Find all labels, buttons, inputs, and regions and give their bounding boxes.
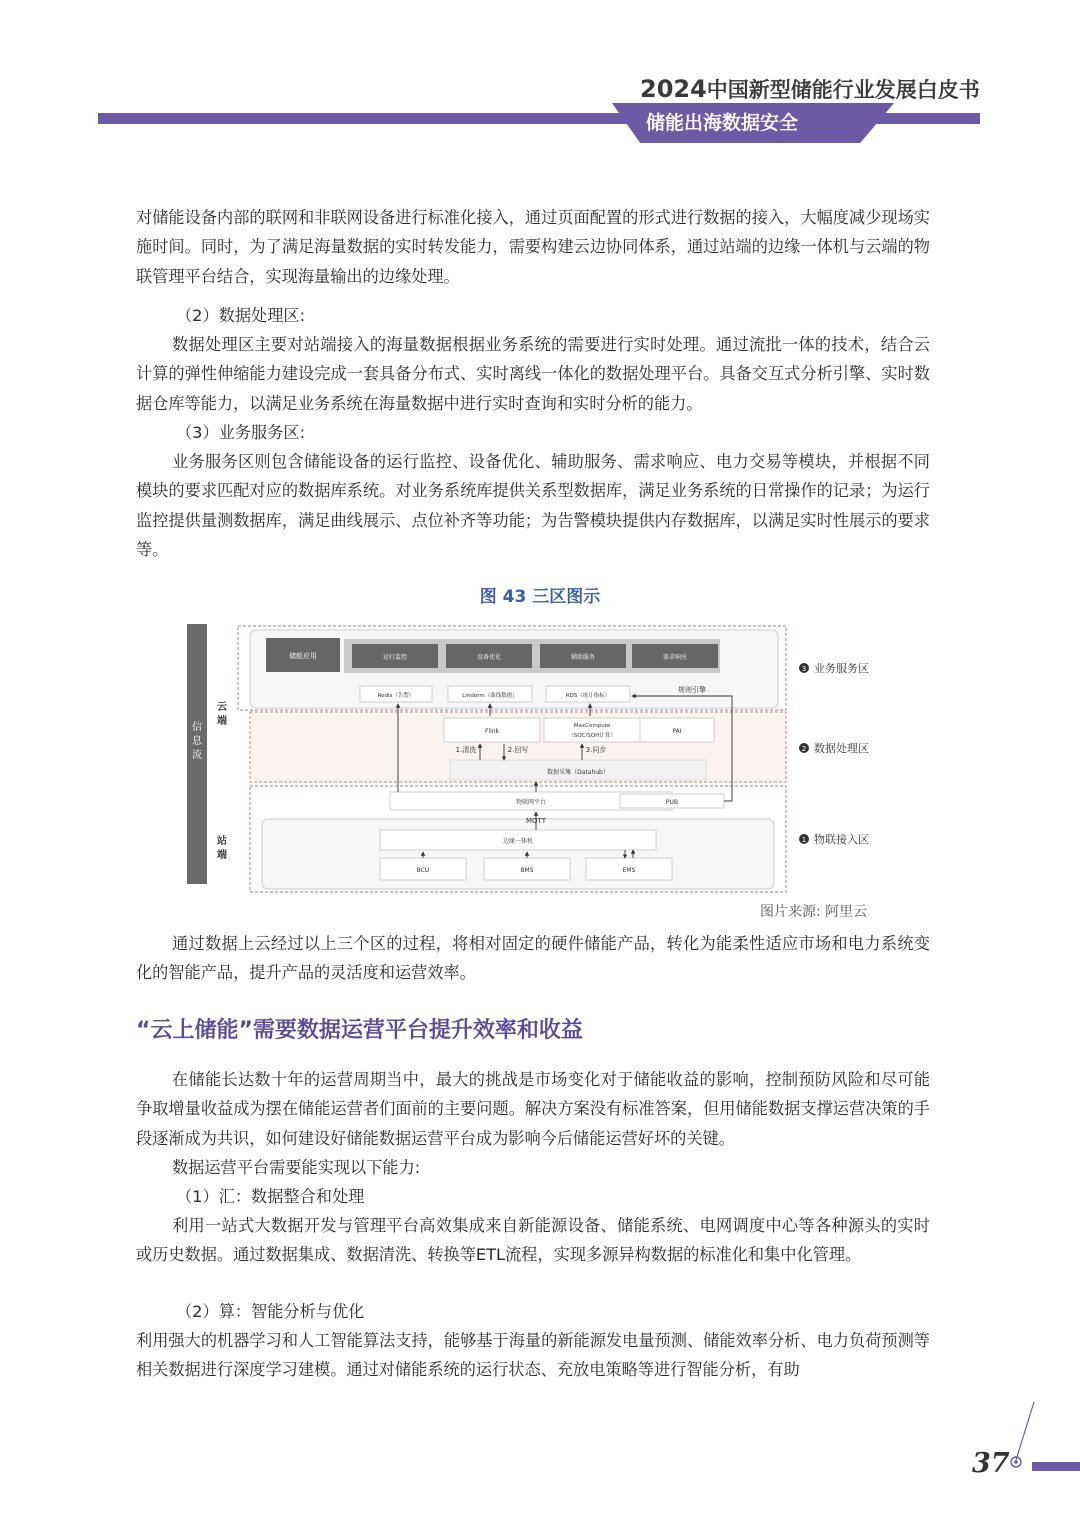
step-sync: 3.同步 (585, 746, 607, 754)
device-bms-label: BMS (520, 867, 534, 874)
iot-platform-label: 物联网平台 (515, 799, 547, 806)
chapter-subtitle: 储能出海数据安全 (646, 112, 799, 134)
paragraph-3: 业务服务区则包含储能设备的运行监控、设备优化、辅助服务、需求响应、电力交易等模块，并根据不同模块的要求匹配对应的数据库系统。对业务系统库提供关系型数据库，满足业务系统的日常操作的记录；为运行监控提供量测数据库，满足曲线展示、点位补齐等功能；为告警模块提供内存数据库，以满足实时性展示的要求等。 (136, 452, 930, 560)
cloud-label: 云端 (217, 702, 227, 727)
title-year: 2024 (640, 75, 707, 103)
page-number: 37 (972, 1448, 1010, 1479)
station-label: 站端 (217, 836, 227, 861)
pai-label: PAI (672, 728, 682, 735)
zone3-label: 业务服务区 (814, 662, 869, 675)
paragraph-4: 在储能长达数十年的运营周期当中，最大的挑战是市场变化对于储能收益的影响，控制预防风险和尽可能争取增量收益成为摆在储能运营者们面前的主要问题。解决方案没有标准答案，但用储能数据支撑运营决策的手段逐渐成为共识，如何建设好储能数据运营平台成为影响今后储能运营好坏的关键。 (136, 1070, 930, 1148)
maxcompute-label: MaxCompute (573, 723, 611, 729)
module-monitor-label: 运行监控 (382, 654, 408, 661)
heading-aggregate: （1）汇：数据整合和处理 (176, 1187, 365, 1206)
rule-engine-label: 规则引擎 (678, 686, 706, 694)
device-ems-label: EMS (622, 867, 636, 874)
module-ancillary-label: 辅助服务 (570, 654, 596, 661)
figure-source: 图片来源: 阿里云 (760, 904, 868, 920)
zone2-num: 2 (801, 745, 807, 753)
step-writeback: 2.回写 (507, 746, 529, 754)
zone3-num: 3 (801, 665, 807, 673)
heading-compute: （2）算：智能分析与优化 (176, 1302, 365, 1321)
datahub-label: 数据采集（Datahub） (547, 769, 609, 776)
maxcompute-sub-label: （SOC/SOH计算） (568, 733, 616, 739)
zone2-label: 数据处理区 (814, 742, 869, 755)
paragraph-1: 对储能设备内部的联网和非联网设备进行标准化接入，通过页面配置的形式进行数据的接入，大幅度减少现场实施时间。同时，为了满足海量数据的实时转发能力，需要构建云边协同体系，通过站端的边缘一体机与云端的物联管理平台结合，实现海量输出的边缘处理。 (136, 208, 930, 286)
db-lindorm-label: Lindorm（曲线数据） (462, 693, 518, 699)
document-title (640, 74, 980, 104)
page-bar (1032, 1462, 1080, 1471)
heading-data-processing: （2）数据处理区: (176, 306, 306, 325)
info-flow-label: 信息流 (192, 722, 202, 761)
flink-label: Flink (484, 728, 500, 735)
mqtt-label: MQTT (526, 817, 546, 825)
three-zone-diagram (180, 618, 900, 896)
heading-business-service: （3）业务服务区: (176, 423, 306, 442)
paragraph-6: 利用强大的机器学习和人工智能算法支持，能够基于海量的新能源发电量预测、储能效率分析、电力负荷预测等相关数据进行深度学习建模。通过对储能系统的运行状态、充放电策略等进行智能分析，有助 (136, 1331, 930, 1380)
figure-caption: 图 43 三区图示 (479, 587, 601, 607)
zone1-label: 物联接入区 (814, 833, 869, 846)
zone1-num: 1 (801, 836, 807, 844)
step-clean: 1.清洗 (455, 746, 477, 754)
storage-app-label: 储能应用 (289, 652, 317, 660)
db-rds-label: RDS（统计指标） (565, 693, 611, 699)
module-demand-label: 需求响应 (662, 654, 688, 661)
paragraph-after-figure: 通过数据上云经过以上三个区的过程，将相对固定的硬件储能产品，转化为能柔性适应市场和电力系统变化的智能产品，提升产品的灵活度和运营效率。 (136, 934, 930, 983)
paragraph-capabilities-intro: 数据运营平台需要能实现以下能力: (172, 1158, 421, 1177)
paragraph-2: 数据处理区主要对站端接入的海量数据根据业务系统的需要进行实时处理。通过流批一体的技术，结合云计算的弹性伸缩能力建设完成一套具备分布式、实时离线一体化的数据处理平台。具备交互式分析引擎、实时数据仓库等能力，以满足业务系统在海量数据中进行实时查询和实时分析的能力。 (136, 335, 930, 413)
module-optimize-label: 设备优化 (476, 654, 502, 661)
title-text: 中国新型储能行业发展白皮书 (706, 78, 980, 102)
edge-label: 边缘一体机 (502, 838, 534, 845)
device-bcu-label: BCU (416, 867, 430, 874)
pub-label: PUB (665, 799, 679, 806)
db-redis-label: Redis（告警） (377, 693, 415, 699)
section-heading: “云上储能”需要数据运营平台提升效率和收益 (136, 1018, 583, 1043)
paragraph-5: 利用一站式大数据开发与管理平台高效集成来自新能源设备、储能系统、电网调度中心等各种源头的实时或历史数据。通过数据集成、数据清洗、转换等ETL流程，实现多源异构数据的标准化和集中化管理。 (136, 1216, 930, 1265)
